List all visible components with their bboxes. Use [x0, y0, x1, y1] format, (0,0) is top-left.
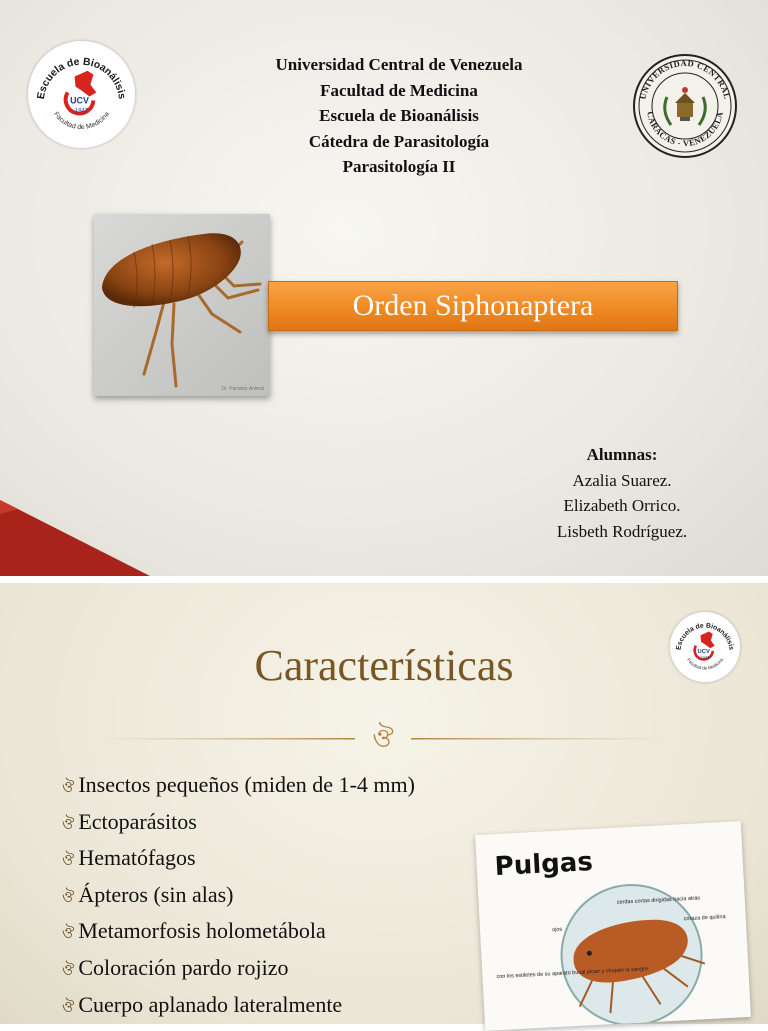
student-name: Lisbeth Rodríguez. — [556, 521, 688, 541]
list-item-text: Coloración pardo rojizo — [78, 954, 289, 980]
characteristics-list — [62, 767, 415, 1023]
header-line-university: Universidad Central de Venezuela — [275, 55, 523, 74]
bullet-ornament-icon: ঔ — [62, 887, 75, 906]
student-name: Elizabeth Orrico. — [563, 496, 681, 515]
list-item-text: Insectos pequeños (miden de 1-4 mm) — [78, 772, 415, 797]
list-item-text: Hematófagos — [78, 845, 196, 871]
list-item-text: Ápteros (sin alas) — [78, 881, 234, 907]
logo-text-top: Escuela de Bioanálisis — [675, 622, 735, 651]
header-line-faculty: Facultad de Medicina — [320, 80, 478, 100]
slide-title-banner: Orden Siphonaptera — [268, 281, 678, 331]
card-label-eyes: ojos — [551, 926, 563, 934]
card-label-bristles: cerdas cortas dirigidas hacia atrás — [616, 895, 701, 906]
list-item-text: Cuerpo aplanado lateralmente — [78, 991, 343, 1017]
logo-text-bottom: Facultad de Medicina — [52, 110, 111, 132]
header-line-chair: Cátedra de Parasitología — [308, 131, 490, 151]
bullet-ornament-icon: ঔ — [62, 997, 75, 1016]
escuela-bioanalisis-logo-small — [670, 612, 740, 682]
list-item — [62, 840, 415, 877]
bullet-ornament-icon: ঔ — [62, 924, 75, 943]
logo-ucv: UCV — [697, 648, 710, 655]
red-corner-decoration — [0, 470, 150, 576]
list-item-text: Ectoparásitos — [78, 808, 197, 834]
logo-ucv: UCV — [70, 95, 89, 106]
list-item — [62, 987, 415, 1024]
list-item — [62, 767, 415, 804]
card-label-mouthparts: con los estiletes de su aparato bucal pican y chupan la sangre — [496, 966, 649, 981]
ornament-icon: ঔ — [372, 724, 394, 754]
header-line-school: Escuela de Bioanálisis — [319, 106, 479, 125]
escuela-bioanalisis-logo — [28, 41, 135, 148]
institution-header — [200, 52, 598, 180]
seal-text-bottom: CARACAS - VENEZUELA — [645, 110, 725, 149]
logo-text-top: Escuela de Bioanálisis — [35, 56, 128, 100]
slide-separator — [0, 576, 768, 583]
ucv-seal — [631, 53, 739, 159]
logo-text-bottom: Facultad de Medicina — [686, 657, 724, 671]
header-line-course: Parasitología II — [342, 157, 456, 176]
ornament-divider — [97, 722, 669, 756]
bullet-ornament-icon: ঔ — [62, 814, 75, 833]
pulgas-illustration — [475, 821, 751, 1031]
list-item — [62, 877, 415, 914]
card-title: Pulgas — [493, 846, 594, 883]
bullet-ornament-icon: ঔ — [62, 778, 75, 796]
photo-credit: Dr. Parasito Animal — [221, 386, 264, 392]
logo-year: 1947 — [74, 108, 89, 115]
bullet-ornament-icon: ঔ — [62, 960, 75, 979]
students-block — [530, 442, 714, 544]
card-label-chitin: coraza de quitina — [683, 914, 726, 923]
seal-text-top: UNIVERSIDAD CENTRAL — [637, 57, 733, 101]
student-name: Azalia Suarez. — [572, 470, 672, 490]
flea-photo — [94, 214, 270, 396]
bullet-ornament-icon: ঔ — [62, 851, 75, 870]
list-item-text: Metamorfosis holometábola — [78, 918, 326, 944]
list-item — [62, 913, 415, 950]
slide-title: Características — [254, 641, 514, 690]
venezuela-map-icon — [75, 71, 97, 97]
list-item — [62, 950, 415, 987]
logo-year: 1947 — [700, 654, 710, 660]
students-label: Alumnas: — [586, 445, 658, 464]
venezuela-map-icon — [700, 631, 714, 648]
list-item — [62, 804, 415, 841]
